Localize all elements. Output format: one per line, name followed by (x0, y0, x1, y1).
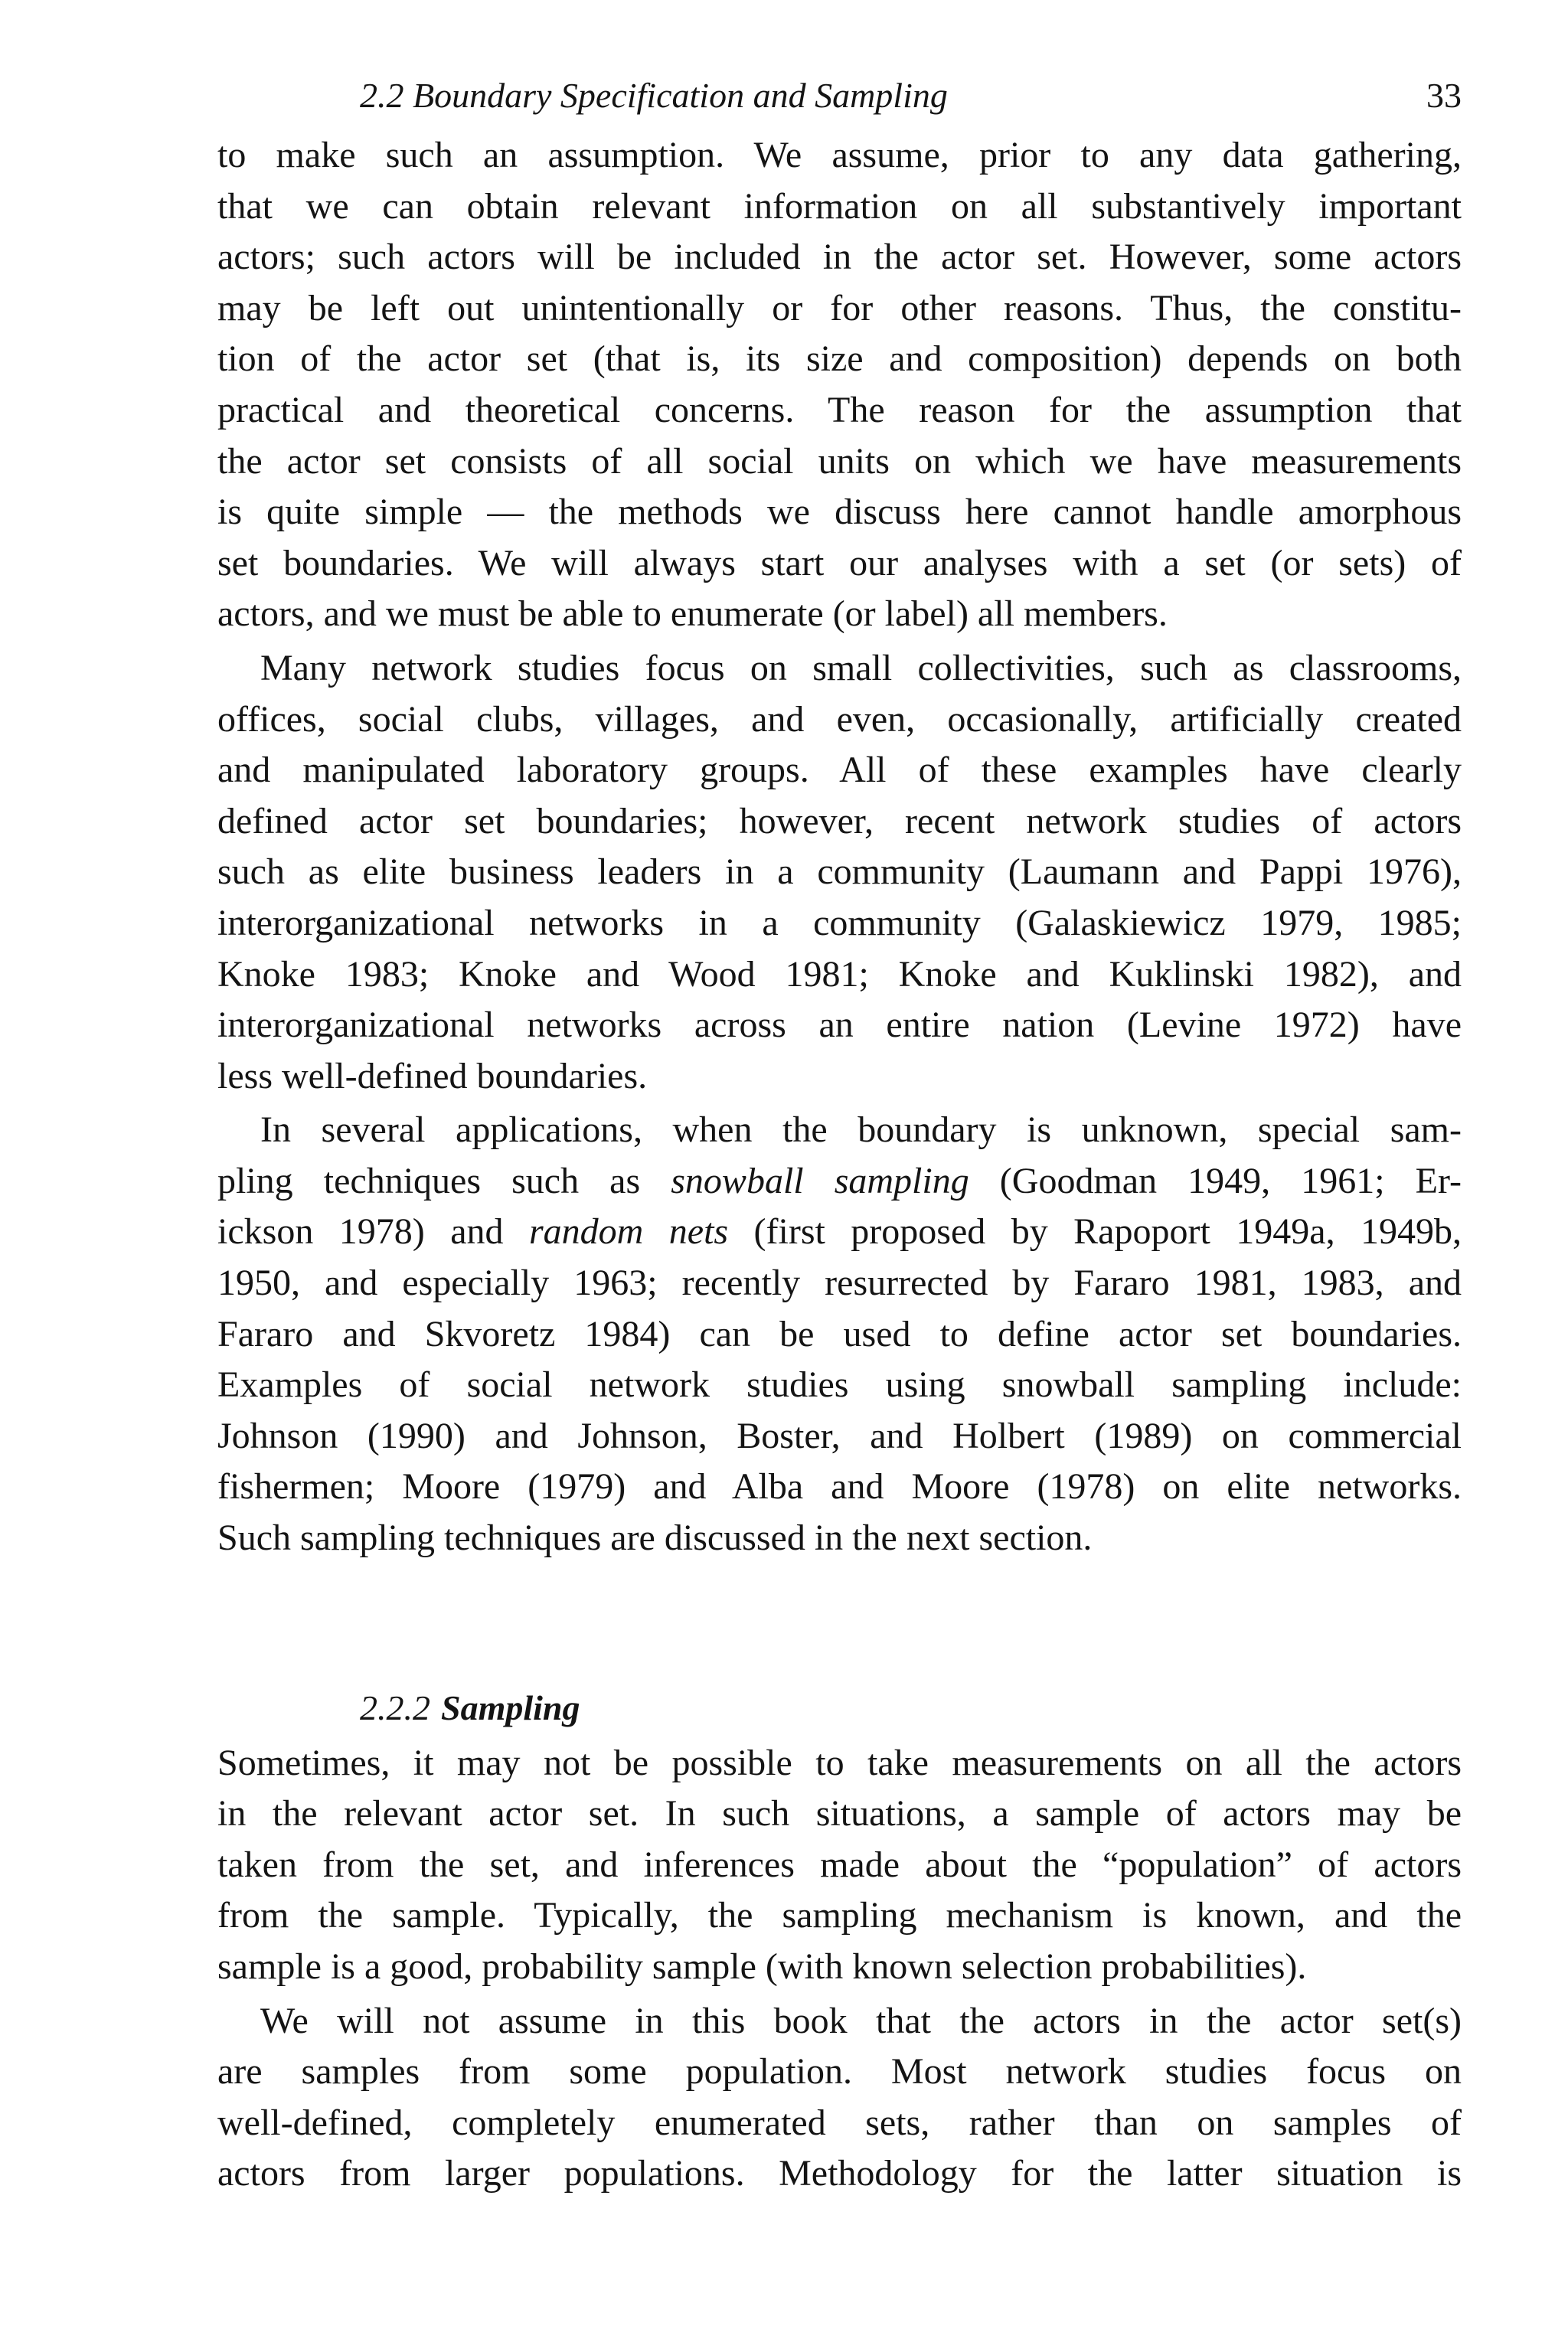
text-line: actors; such actors will be included in the actor set. However, some actors (217, 237, 1462, 278)
text-line: interorganizational networks in a community (Galaskiewicz 1979, 1985; (217, 902, 1462, 943)
text-line: to make such an assumption. We assume, prior to any data gathering, (217, 135, 1462, 175)
text-line: Such sampling techniques are discussed in the next section. (217, 1518, 1093, 1559)
text-line: fishermen; Moore (1979) and Alba and Moore (1978) on elite networks. (217, 1466, 1462, 1508)
paragraph-3 (217, 1105, 1462, 1563)
running-header (217, 69, 1462, 123)
section-heading (360, 1683, 1462, 1733)
text-line: Many network studies focus on small collectivities, such as classrooms, (260, 647, 1462, 688)
book-page (217, 69, 1462, 2200)
text-line: Johnson (1990) and Johnson, Boster, and Holbert (1989) on commercial (217, 1415, 1462, 1456)
text-line: practical and theoretical concerns. The reason for the assumption that (217, 389, 1462, 430)
text-run: (Goodman 1949, 1961; Er- (969, 1160, 1462, 1201)
running-title: 2.2 Boundary Specification and Sampling (360, 76, 948, 115)
text-run: ickson 1978) and (217, 1211, 529, 1253)
text-line: less well-defined boundaries. (217, 1055, 648, 1096)
text-line (217, 1207, 1462, 1258)
text-line: We will not assume in this book that the actors in the actor set(s) (260, 2000, 1462, 2041)
text-line: are samples from some population. Most network studies focus on (217, 2051, 1462, 2093)
section-paragraph-1 (217, 1738, 1462, 1993)
text-line: set boundaries. We will always start our analyses with a set (or sets) of (217, 542, 1462, 583)
text-line (217, 1156, 1462, 1207)
section-paragraph-2 (217, 1996, 1462, 2200)
text-line: taken from the set, and inferences made about the “population” of actors (217, 1844, 1462, 1885)
text-line: may be left out unintentionally or for other reasons. Thus, the constitu- (217, 287, 1462, 328)
text-line: and manipulated laboratory groups. All of these examples have clearly (217, 750, 1462, 791)
text-line: Examples of social network studies using snowball sampling include: (217, 1364, 1462, 1406)
text-line: that we can obtain relevant information on all substantively important (217, 185, 1462, 227)
text-line: is quite simple — the methods we discuss here cannot handle amorphous (217, 492, 1462, 533)
section-title: Sampling (441, 1687, 580, 1727)
text-line: actors from larger populations. Methodology for the latter situation is (217, 2153, 1462, 2194)
text-line: such as elite business leaders in a community (Laumann and Pappi 1976), (217, 851, 1462, 893)
paragraph-2 (217, 643, 1462, 1102)
text-line: sample is a good, probability sample (with known selection probabilities). (217, 1946, 1307, 1987)
section-number: 2.2.2 (360, 1687, 430, 1727)
text-run: (first proposed by Rapoport 1949a, 1949b, (728, 1211, 1462, 1253)
page-number: 33 (1426, 76, 1462, 115)
paragraph-1 (217, 130, 1462, 640)
emphasis-term: random nets (528, 1211, 729, 1253)
text-line: 1950, and especially 1963; recently resurrected by Fararo 1981, 1983, and (217, 1263, 1462, 1304)
text-line: from the sample. Typically, the sampling mechanism is known, and the (217, 1895, 1462, 1936)
text-line: Knoke 1983; Knoke and Wood 1981; Knoke and Kuklinski 1982), and (217, 953, 1462, 995)
text-line: in the relevant actor set. In such situations, a sample of actors may be (217, 1793, 1462, 1834)
text-line: Fararo and Skvoretz 1984) can be used to define actor set boundaries. (217, 1313, 1462, 1354)
text-line: the actor set consists of all social units on which we have measurements (217, 440, 1462, 482)
text-line: offices, social clubs, villages, and even, occasionally, artificially created (217, 698, 1462, 740)
body-text (217, 130, 1462, 2200)
text-line: interorganizational networks across an entire nation (Levine 1972) have (217, 1005, 1462, 1046)
text-run: pling techniques such as (217, 1160, 671, 1201)
text-line: well-defined, completely enumerated sets, rather than on samples of (217, 2102, 1462, 2143)
emphasis-term: snowball sampling (671, 1160, 969, 1201)
text-line: tion of the actor set (that is, its size and composition) depends on both (217, 338, 1462, 380)
text-line: In several applications, when the boundary is unknown, special sam- (260, 1109, 1462, 1151)
text-line: Sometimes, it may not be possible to take measurements on all the actors (217, 1742, 1462, 1783)
text-line: actors, and we must be able to enumerate (or label) all members. (217, 593, 1168, 635)
text-line: defined actor set boundaries; however, recent network studies of actors (217, 800, 1462, 841)
